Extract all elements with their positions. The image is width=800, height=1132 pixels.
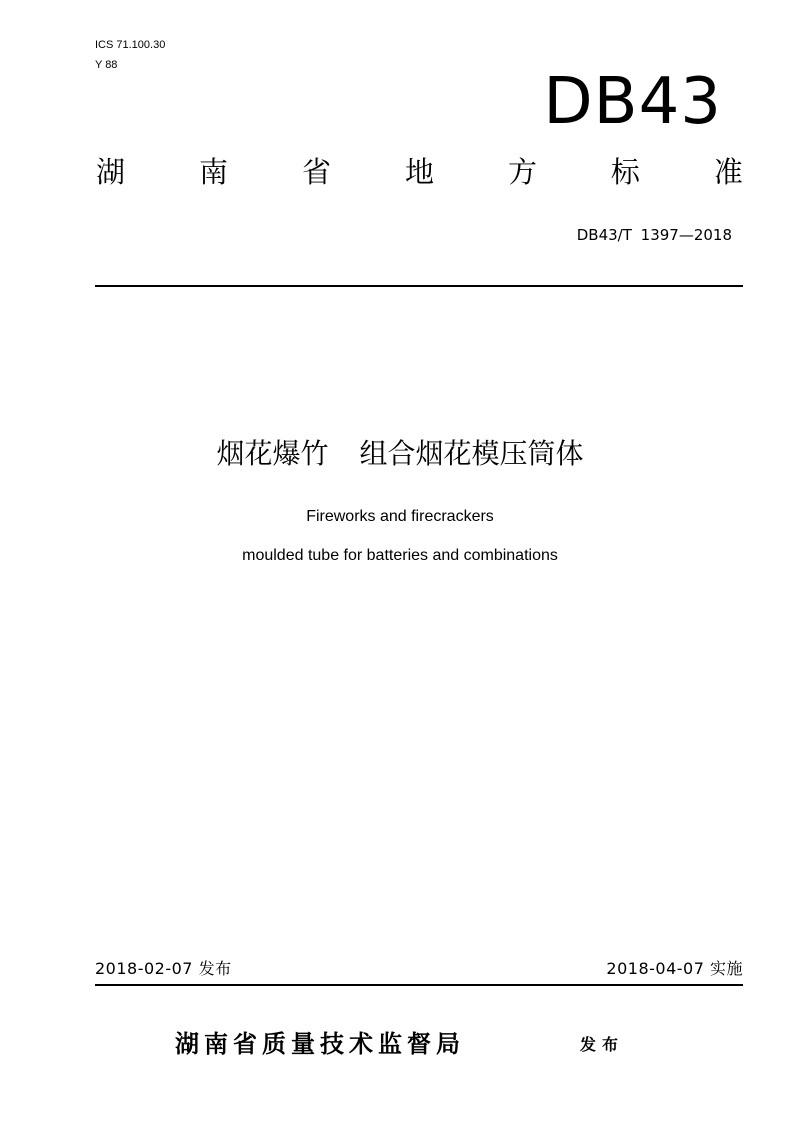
publication-date: 2018-02-07 发布 xyxy=(95,959,232,978)
ccs-code: Y 88 xyxy=(95,59,118,71)
issuing-authority: 湖南省质量技术监督局 xyxy=(175,1030,465,1058)
db-code-logo: DB43 xyxy=(543,65,722,139)
ics-code: ICS 71.100.30 xyxy=(95,39,166,51)
standard-type-char: 地 xyxy=(404,155,434,189)
standard-number: DB43/T 1397—2018 xyxy=(576,226,732,244)
header-divider xyxy=(95,285,743,287)
title-english-line1: Fireworks and firecrackers xyxy=(306,508,494,525)
implementation-date: 2018-04-07 实施 xyxy=(606,959,743,978)
standard-type-char: 南 xyxy=(198,155,228,189)
standard-type-heading xyxy=(96,150,743,194)
title-chinese: 烟花爆竹 组合烟花模压筒体 xyxy=(216,437,584,470)
footer-divider xyxy=(95,984,743,986)
title-english-line2: moulded tube for batteries and combinations xyxy=(242,547,558,564)
standard-type-char: 准 xyxy=(713,155,743,189)
standard-type-char: 湖 xyxy=(96,155,126,189)
standard-type-char: 方 xyxy=(507,155,537,189)
standard-type-char: 标 xyxy=(610,155,640,189)
standard-type-char: 省 xyxy=(301,155,331,189)
issued-label: 发布 xyxy=(580,1035,625,1054)
